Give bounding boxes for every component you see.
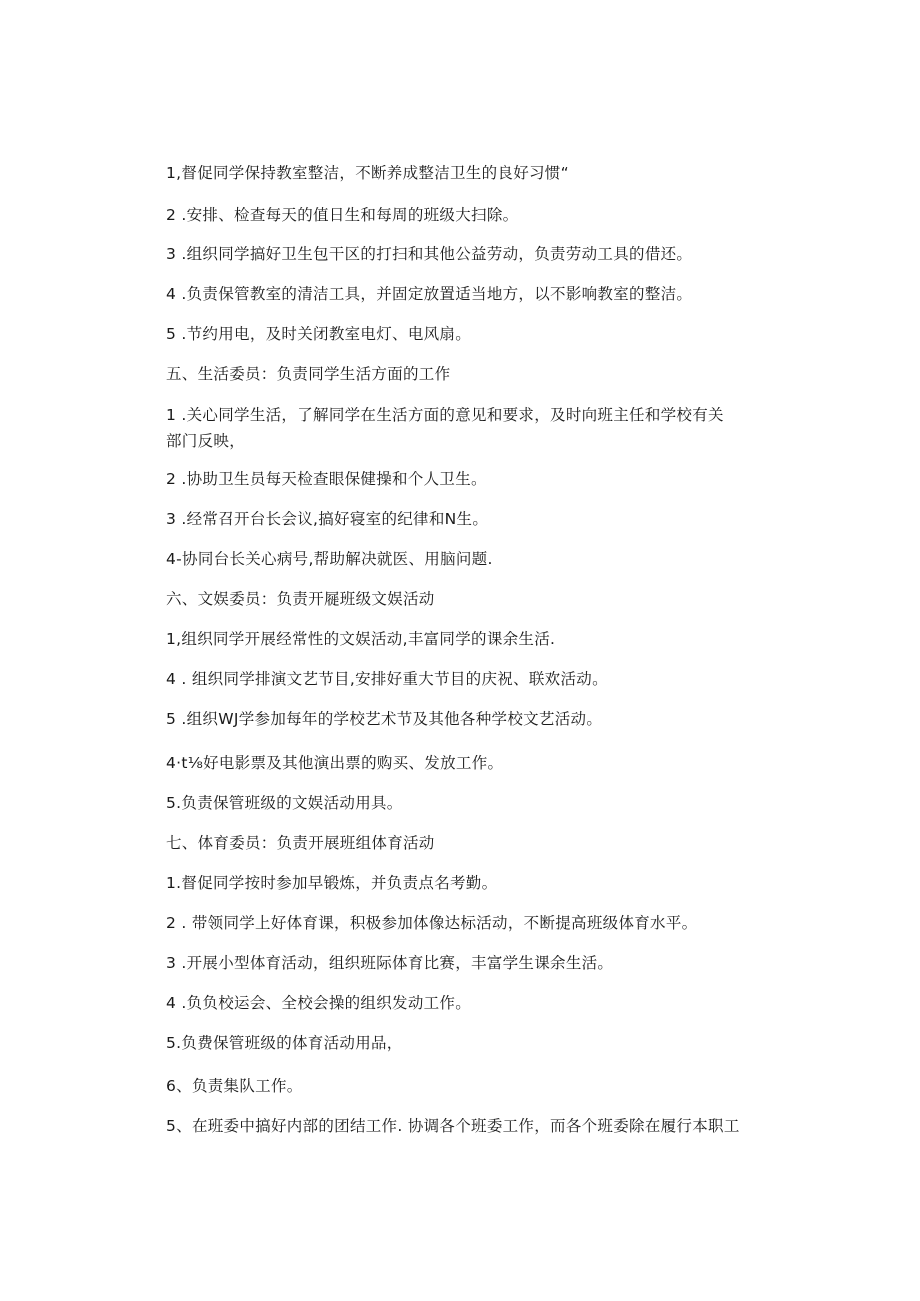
text-line: 1.督促同学按时参加早锻炼，并负责点名考勤。 — [166, 874, 498, 892]
text-line: 6、负责集队工作。 — [166, 1077, 303, 1095]
text-line: 1 .关心同学生活，了解同学在生活方面的意见和要求，及时向班主任和学校有关 — [166, 406, 724, 424]
section-heading: 五、生活委员：负责同学生活方面的工作 — [166, 365, 451, 383]
text-line: 4 .负责保管教室的清洁工具，并固定放置适当地方，以不影响教室的整洁。 — [166, 285, 693, 303]
text-line: 4 .负负校运会、全校会操的组织发动工作。 — [166, 994, 472, 1012]
text-line: 2 . 带领同学上好体育课，积极参加体像达标活动，不断提高班级体育水平。 — [166, 914, 698, 932]
text-line: 4 . 组织同学排演文艺节目,安排好重大节目的庆祝、联欢活动。 — [166, 670, 608, 688]
text-line: 5.负费保管班级的体育活动用品， — [166, 1034, 403, 1052]
text-line: 2 .安排、检查每天的值日生和每周的班级大扫除。 — [166, 206, 519, 224]
section-heading: 六、文娱委员：负责开屣班级文娱活动 — [166, 590, 435, 608]
text-line: 3 .经常召开台长会议,搞好寝室的纪律和N生。 — [166, 510, 489, 528]
text-line: 1,组织同学开展经常性的文娱活动,丰富同学的课余生活. — [166, 630, 556, 648]
text-line: 4·t⅛好电影票及其他演出票的购买、发放工作。 — [166, 754, 504, 772]
text-line: 5 .节约用电，及时关闭教室电灯、电风扇。 — [166, 325, 472, 343]
text-line: 3 .组织同学搞好卫生包干区的打扫和其他公益劳动，负责劳动工具的借还。 — [166, 245, 693, 263]
text-line: 5.负责保管班级的文娱活动用具。 — [166, 794, 403, 812]
text-line: 5、在班委中搞好内部的团结工作. 协调各个班委工作，而各个班委除在履行本职工 — [166, 1117, 740, 1135]
text-line: 部门反映， — [166, 432, 246, 450]
text-line: 4-协同台长关心病号,帮助解决就医、用脑问题. — [166, 550, 493, 568]
text-line: 3 .开展小型体育活动，组织班际体育比赛，丰富学生课余生活。 — [166, 954, 614, 972]
section-heading: 七、体育委员：负责开展班组体育活动 — [166, 834, 435, 852]
text-line: 1,督促同学保持教室整洁，不断养成整洁卫生的良好习惯“ — [166, 164, 569, 182]
text-line: 5 .组织WJ学参加每年的学校艺术节及其他各种学校文艺活动。 — [166, 710, 603, 728]
text-line: 2 .协助卫生员每天检查眼保健操和个人卫生。 — [166, 470, 487, 488]
